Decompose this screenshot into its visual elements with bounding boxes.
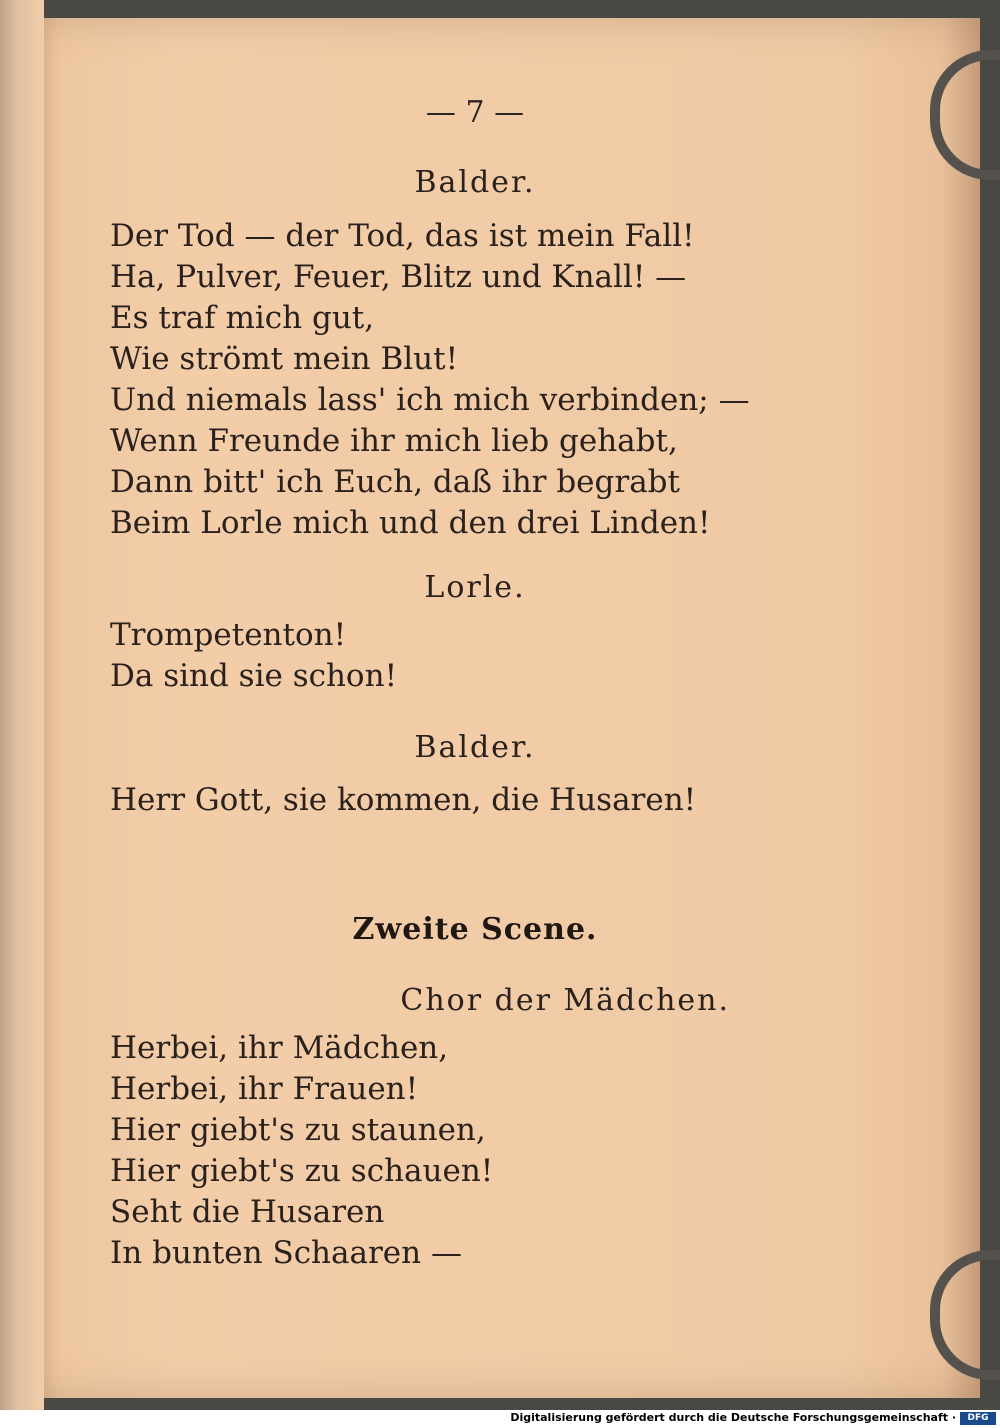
verse-line: Seht die Husaren [110,1194,385,1230]
verse-line: Herbei, ihr Frauen! [110,1071,419,1107]
verse-line: Wenn Freunde ihr mich lieb gehabt, [110,423,678,459]
verse-line: Hier giebt's zu staunen, [110,1112,486,1148]
verse-line: Dann bitt' ich Euch, daß ihr begrabt [110,464,680,500]
verse-line: Herr Gott, sie kommen, die Husaren! [110,782,697,818]
book-spine-edge [0,0,44,1410]
verse-line: Der Tod — der Tod, das ist mein Fall! [110,218,695,254]
speaker-heading: Chor der Mädchen. [400,983,730,1018]
verse-line: Trompetenton! [110,617,347,653]
digitization-footer [0,1410,1000,1428]
verse-block [110,615,397,697]
page-number: — 7 — [425,95,525,130]
speaker-heading: Lorle. [424,570,526,605]
verse-line: Beim Lorle mich und den drei Linden! [110,505,711,541]
speaker-heading: Balder. [414,165,536,200]
verse-line: Ha, Pulver, Feuer, Blitz und Knall! — [110,259,687,295]
verse-block [110,780,696,821]
speaker-heading: Balder. [414,730,536,765]
verse-line: Und niemals lass' ich mich verbinden; — [110,382,750,418]
dfg-logo: DFG [960,1412,996,1425]
verse-line: Wie strömt mein Blut! [110,341,459,377]
verse-block [110,1028,493,1274]
verse-line: Hier giebt's zu schauen! [110,1153,494,1189]
verse-line: Herbei, ihr Mädchen, [110,1030,449,1066]
verse-line: In bunten Schaaren — [110,1235,462,1271]
scene-title: Zweite Scene. [352,912,598,947]
verse-line: Es traf mich gut, [110,300,375,336]
verse-block [110,216,750,544]
verse-line: Da sind sie schon! [110,658,398,694]
funding-credit: Digitalisierung gefördert durch die Deutsche Forschungsgemeinschaft · [510,1411,956,1424]
